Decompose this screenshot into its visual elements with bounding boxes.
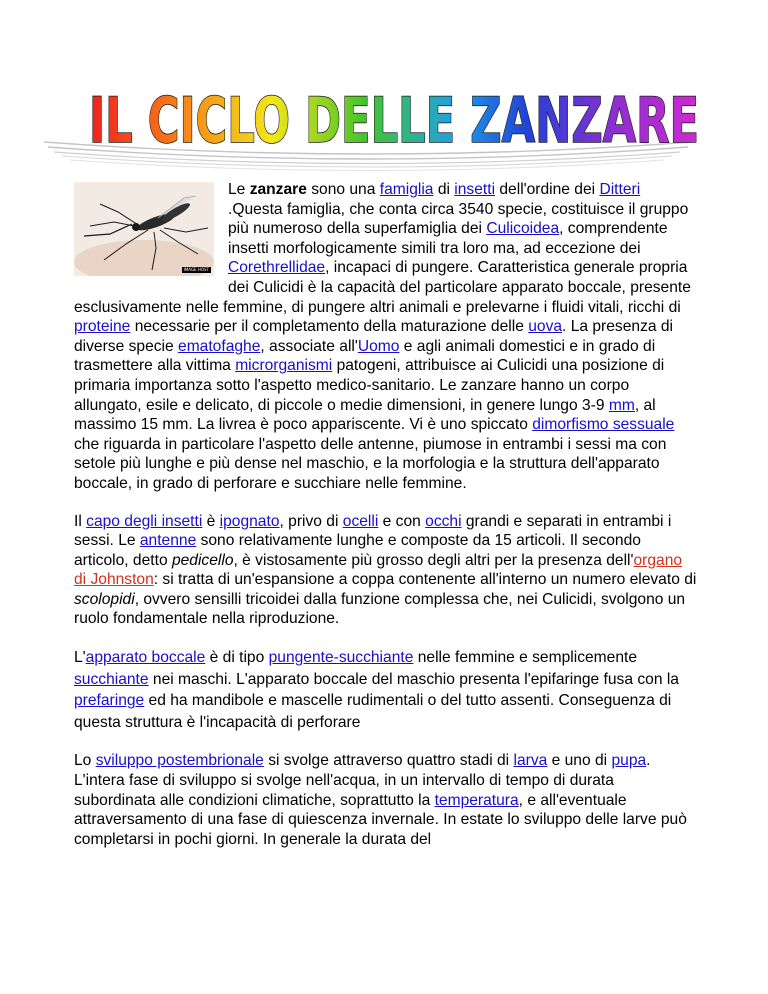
text: , al massimo 15 mm. La livrea è poco appariscente. Vi è uno spiccato — [74, 396, 656, 434]
link-corethrellidae[interactable]: Corethrellidae — [228, 259, 326, 277]
link-succhiante[interactable]: succhiante — [74, 670, 149, 688]
text: e uno di — [547, 752, 612, 770]
link-temperatura[interactable]: temperatura — [434, 791, 519, 809]
link-sviluppo-postembrionale[interactable]: sviluppo postembrionale — [95, 752, 264, 770]
link-occhi[interactable]: occhi — [425, 512, 462, 530]
text: e agli animali domestici e in grado di trasmettere alla vittima — [74, 337, 656, 375]
text: e con — [378, 512, 426, 530]
text: Il — [74, 512, 87, 530]
paragraph-sviluppo — [74, 751, 698, 849]
link-insetti[interactable]: insetti — [454, 181, 496, 198]
paragraph-apparato-boccale — [74, 647, 698, 733]
article-body — [74, 180, 698, 867]
text: . La presenza di diverse specie — [74, 318, 674, 355]
image-credit: IMAGE HOST — [183, 267, 209, 272]
link-ematofaghe[interactable]: ematofaghe — [178, 337, 261, 355]
text: necessarie per il completamento della maturazione delle — [130, 318, 529, 336]
link-ditteri[interactable]: Ditteri — [599, 181, 641, 198]
link-antenne[interactable]: antenne — [139, 532, 197, 550]
text: di — [433, 181, 455, 198]
text: , privo di — [279, 512, 343, 530]
bold-term: zanzare — [249, 181, 307, 198]
text: è di tipo — [205, 649, 269, 667]
text: , incapaci di pungere. Caratteristica generale propria dei Culicidi è la capacità del particolare apparato boccale, presente esclusivamente nelle femmine, di pungere altri animali e prelevarne i fluidi vitali, ricchi di — [74, 259, 691, 316]
text: nelle femmine e semplicemente — [413, 649, 638, 667]
wordart-title-graphic — [40, 78, 700, 174]
link-larva[interactable]: larva — [513, 752, 548, 770]
mosquito-illustration — [74, 182, 214, 276]
text: grandi e separati in entrambi i sessi. Le — [74, 512, 672, 550]
link-uova[interactable]: uova — [528, 318, 563, 336]
link-pungente-succhiante[interactable]: pungente-succhiante — [268, 649, 414, 667]
mosquito-image — [74, 182, 214, 276]
text: , e all'eventuale attraversamento di una fase di quiescenza invernale. In estate lo sviluppo delle larve può completarsi in pochi giorni. In generale la durata del — [74, 791, 687, 848]
text: Le — [228, 181, 250, 198]
text: sono relativamente lunghe e composte da 15 articoli. Il secondo articolo, detto — [74, 532, 641, 569]
link-pupa[interactable]: pupa — [611, 752, 647, 770]
link-capo-degli-insetti[interactable]: capo degli insetti — [86, 512, 203, 530]
text: sono una — [306, 181, 380, 198]
link-culicoidea[interactable]: Culicoidea — [486, 220, 560, 238]
text: , è vistosamente più grosso degli altri per la presenza dell' — [233, 551, 634, 569]
italic-term: scolopidi — [74, 590, 135, 608]
text: è — [202, 512, 220, 530]
text: nei maschi. L'apparato boccale del maschio presenta l'epifaringe fusa con la — [148, 670, 679, 688]
text: che riguarda in particolare l'aspetto delle antenne, piumose in entrambi i sessi ma con setole più lunghe e più dense nel maschio, e la morfologia e la struttura dell'apparato boccale, in grado di perforare e succhiare nelle femmine. — [74, 435, 667, 492]
paragraph-capo — [74, 512, 698, 630]
title-text: IL CICLO DELLE ZANZARE — [89, 84, 699, 157]
text: , associate all' — [260, 337, 358, 355]
text: : si tratta di un'espansione a coppa contenente all'interno un numero elevato di — [153, 571, 697, 589]
text: , comprendente insetti morfologicamente simili tra loro ma, ad eccezione dei — [228, 220, 668, 257]
link-proteine[interactable]: proteine — [74, 318, 131, 336]
link-dimorfismo-sessuale[interactable]: dimorfismo sessuale — [532, 416, 675, 434]
link-organo-di-johnston[interactable]: organo di Johnston — [74, 551, 683, 589]
link-ipognato[interactable]: ipognato — [219, 512, 280, 530]
link-mm[interactable]: mm — [608, 396, 635, 414]
text: patogeni, attribuisce ai Culicidi una posizione di primaria importanza sotto l'aspetto medico-sanitario. Le zanzare hanno un corpo allungato, esile e delicato, di piccole o medie dimensioni, in genere lungo 3-9 — [74, 357, 665, 414]
link-famiglia[interactable]: famiglia — [379, 181, 434, 198]
link-prefaringe[interactable]: prefaringe — [74, 692, 145, 710]
italic-term: pedicello — [171, 551, 234, 569]
text: .Questa famiglia, che conta circa 3540 specie, costituisce il gruppo più numeroso della superfamiglia dei — [228, 200, 689, 238]
text: dell'ordine dei — [495, 181, 600, 198]
text: Lo — [74, 752, 96, 770]
text: ed ha mandibole e mascelle rudimentali o del tutto assenti. Conseguenza di questa struttura è l'incapacità di perforare — [74, 692, 672, 731]
link-microrganismi[interactable]: microrganismi — [235, 357, 333, 375]
link-ocelli[interactable]: ocelli — [342, 512, 379, 530]
wordart-title — [40, 78, 700, 174]
link-apparato-boccale[interactable]: apparato boccale — [85, 649, 206, 667]
text: si svolge attraverso quattro stadi di — [263, 752, 514, 770]
text: , ovvero sensilli tricoidei dalla funzione complessa che, nei Culicidi, svolgono un ruolo fondamentale nella riproduzione. — [74, 590, 686, 628]
paragraph-intro — [74, 180, 698, 494]
text: . L'intera fase di sviluppo si svolge nell'acqua, in un intervallo di tempo di durata subordinata alle condizioni climatiche, soprattutto la — [74, 752, 651, 809]
link-uomo[interactable]: Uomo — [357, 337, 400, 355]
text: L' — [74, 649, 86, 667]
